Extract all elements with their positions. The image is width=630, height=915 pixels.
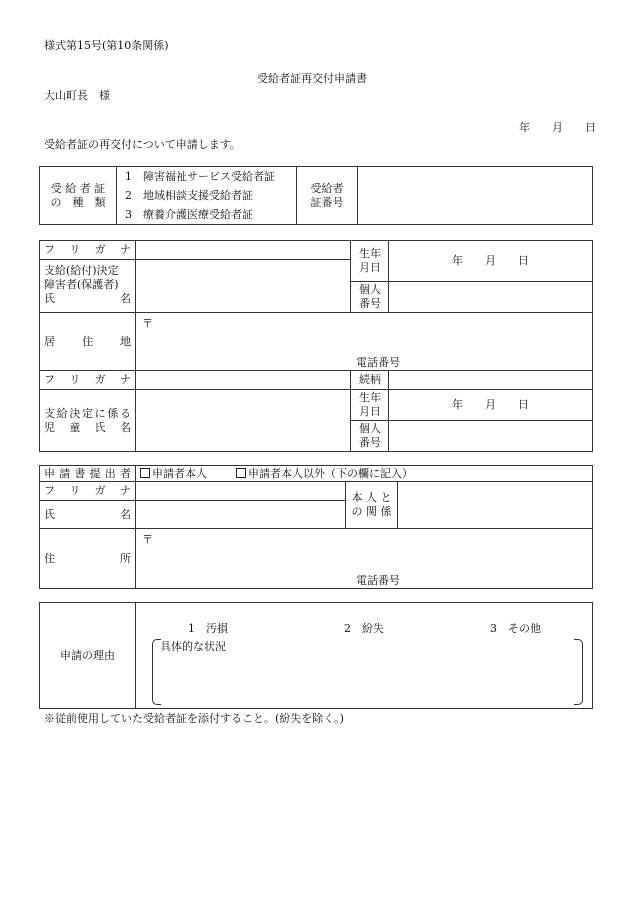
reason-option[interactable]: 1 汚損 xyxy=(188,622,228,635)
child-furigana-label: フ リ ガ ナ xyxy=(40,371,136,390)
other-option-label: 申請者本人以外（下の欄に記入） xyxy=(248,466,413,480)
application-date[interactable]: 年 月 日 xyxy=(519,121,596,134)
cert-option[interactable]: 3 療養介護医療受給者証 xyxy=(125,208,253,221)
applicant-name-label: 支給(給付)決定 障害者(保護者) 氏 名 xyxy=(40,260,136,313)
applicant-id-label: 個人 番号 xyxy=(351,282,389,313)
cert-option[interactable]: 1 障害福祉サービス受給者証 xyxy=(125,170,275,183)
detail-label: 具体的な状況 xyxy=(160,640,226,653)
child-birth-label: 生年 月日 xyxy=(351,390,389,421)
detail-input[interactable] xyxy=(164,657,568,699)
applicant-address-label: 居 住 地 xyxy=(40,313,136,371)
intro-text: 受給者証の再交付について申請します。 xyxy=(44,138,241,151)
footnote: ※従前使用していた受給者証を添付すること。(紛失を除く。) xyxy=(44,712,344,725)
submitter-furigana-field[interactable] xyxy=(136,482,346,501)
postal-mark: 〒 xyxy=(142,533,153,546)
child-relation-label: 続柄 xyxy=(351,371,389,390)
cert-option[interactable]: 2 地域相談支援受給者証 xyxy=(125,189,253,202)
reason-option[interactable]: 3 その他 xyxy=(490,622,541,635)
page-title: 受給者証再交付申請書 xyxy=(257,72,367,85)
addressee: 大山町長 様 xyxy=(44,89,110,102)
submitter-label: 申 請 書 提 出 者 xyxy=(40,466,136,482)
cert-number-label: 受給者 証番号 xyxy=(297,167,358,225)
submitter-furigana-label: フ リ ガ ナ xyxy=(40,482,136,501)
applicant-birth-date[interactable]: 年 月 日 xyxy=(389,241,593,282)
self-checkbox[interactable] xyxy=(140,468,150,478)
postal-mark: 〒 xyxy=(142,317,153,330)
other-checkbox[interactable] xyxy=(236,468,246,478)
right-bracket xyxy=(574,639,583,705)
applicant-table xyxy=(39,240,593,452)
submitter-name-field[interactable] xyxy=(136,501,346,529)
submitter-relation-field[interactable] xyxy=(398,482,593,529)
child-furigana-field[interactable] xyxy=(136,371,351,390)
cert-kind-options[interactable] xyxy=(117,167,297,225)
submitter-address-field[interactable] xyxy=(136,529,593,589)
submitter-table xyxy=(39,465,593,589)
reason-label: 申請の理由 xyxy=(40,603,136,709)
cert-number-field[interactable] xyxy=(358,167,593,225)
form-number: 様式第15号(第10条関係) xyxy=(44,39,169,52)
child-name-label: 支給決定に係る 児 童 氏 名 xyxy=(40,390,136,452)
cert-kind-label: 受 給 者 証 の 種 類 xyxy=(40,167,117,225)
submitter-options xyxy=(136,466,593,482)
phone-label: 電話番号 xyxy=(356,356,400,369)
applicant-furigana-field[interactable] xyxy=(136,241,351,260)
applicant-id-boxes[interactable] xyxy=(389,282,593,313)
applicant-furigana-label: フ リ ガ ナ xyxy=(40,241,136,260)
applicant-name-field[interactable] xyxy=(136,260,351,313)
child-birth-date[interactable]: 年 月 日 xyxy=(389,390,593,421)
self-option-label: 申請者本人 xyxy=(152,466,207,480)
applicant-birth-label: 生年 月日 xyxy=(351,241,389,282)
reason-option[interactable]: 2 紛失 xyxy=(344,622,384,635)
phone-label: 電話番号 xyxy=(356,574,400,587)
submitter-address-label: 住 所 xyxy=(40,529,136,589)
child-id-boxes[interactable] xyxy=(389,421,593,452)
submitter-relation-label: 本 人 と の 関 係 xyxy=(346,482,398,529)
submitter-name-label: 氏 名 xyxy=(40,501,136,529)
child-relation-field[interactable] xyxy=(389,371,593,390)
reason-table xyxy=(39,602,593,709)
applicant-address-field[interactable] xyxy=(136,313,593,371)
child-id-label: 個人 番号 xyxy=(351,421,389,452)
cert-table xyxy=(39,166,593,225)
reason-field xyxy=(136,603,593,709)
child-name-field[interactable] xyxy=(136,390,351,452)
